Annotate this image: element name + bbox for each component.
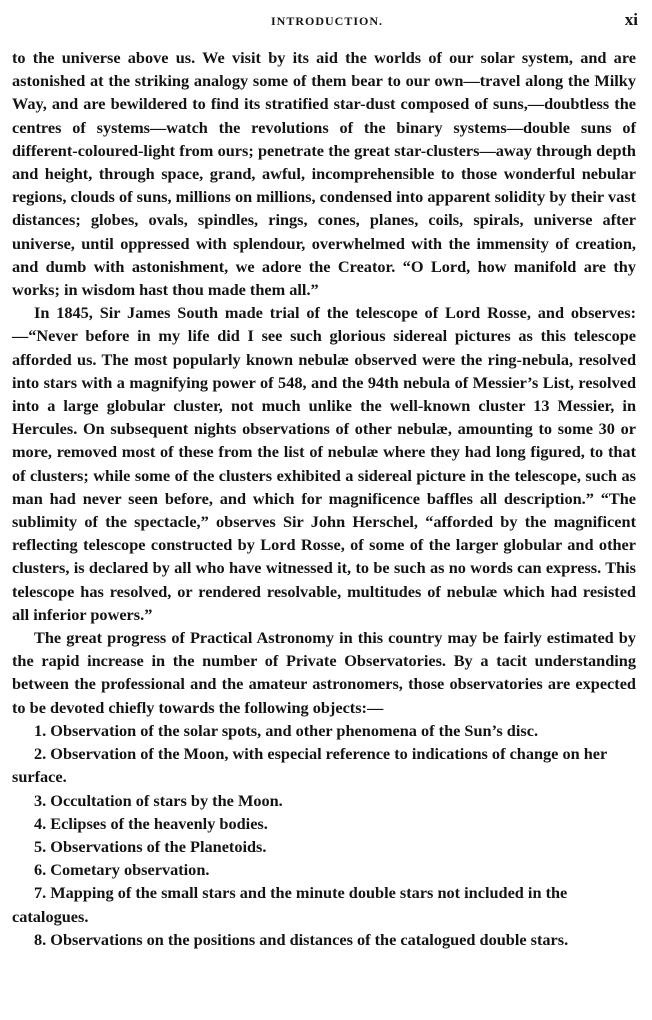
list-item: 3. Occultation of stars by the Moon.: [34, 790, 283, 810]
page-number: xi: [624, 10, 638, 29]
list-item: 6. Cometary observation.: [34, 860, 210, 880]
page-header: [12, 10, 642, 34]
list-item: 5. Observations of the Planetoids.: [34, 836, 267, 856]
paragraph-universe: to the universe above us. We visit by its aid the worlds of our solar system, and are astonished at the striking analogy some of them bear to our own—travel along the Milky Way, and are bewildered to find its stratified star-dust composed of suns,—doubtless the centres of systems—watch the revolutions of the binary systems—double suns of different-coloured-light from ours; penetrate the great star-clusters—away through depth and height, through space, grand, awful, incomprehensible to those wonderful nebular regions, clouds of suns, millions on millions, condensed into apparent solidity by their vast distances; globes, ovals, spindles, rings, cones, planes, coils, spirals, universe after universe, until oppressed with splendour, overwhelmed with the immensity of creation, and dumb with astonishment, we adore the Creator. “O Lord, how manifold are thy works; in wisdom hast thou made them all.”: [12, 48, 636, 300]
body-text: [12, 46, 636, 951]
list-item: 4. Eclipses of the heavenly bodies.: [34, 813, 268, 833]
list-item: 1. Observation of the solar spots, and other phenomena of the Sun’s disc.: [34, 720, 539, 740]
paragraph-private-observatories: The great progress of Practical Astronomy in this country may be fairly estimated by the rapid increase in the number of Private Observatories. By a tacit understanding between the professional and the amateur astronomers, those observatories are expected to be devoted chiefly towards the following objects:—: [12, 628, 636, 717]
list-item: 2. Observation of the Moon, with especial reference to indications of change on her surface.: [12, 744, 607, 787]
list-item: 8. Observations on the positions and distances of the catalogued double stars.: [34, 929, 569, 949]
paragraph-lord-rosse-telescope: In 1845, Sir James South made trial of the telescope of Lord Rosse, and observes:—“Never before in my life did I see such glorious sidereal pictures as this telescope afforded us. The most popularly known nebulæ observed were the ring-nebula, resolved into stars with a magnifying power of 548, and the 94th nebula of Messier’s List, resolved into a large globular cluster, not much unlike the well-known cluster 13 Messier, in Hercules. On subsequent nights observations of other nebulæ, amounting to some 30 or more, removed most of these from the list of nebulæ where they had long figured, to that of clusters; while some of the clusters exhibited a sidereal picture in the telescope, such as man had never seen before, and which for magnificence baffles all description.” “The sublimity of the spectacle,” observes Sir John Herschel, “afforded by the magnificent reflecting telescope constructed by Lord Rosse, of some of the larger globular and other clusters, is declared by all who have witnessed it, to be such as no words can express. This telescope has resolved, or rendered resolvable, multitudes of nebulæ which had resisted all inferior powers.”: [12, 303, 636, 624]
observatory-objects-list: [12, 719, 636, 951]
list-item: 7. Mapping of the small stars and the minute double stars not included in the catalogues.: [12, 883, 568, 926]
running-title: INTRODUCTION.: [270, 14, 383, 28]
